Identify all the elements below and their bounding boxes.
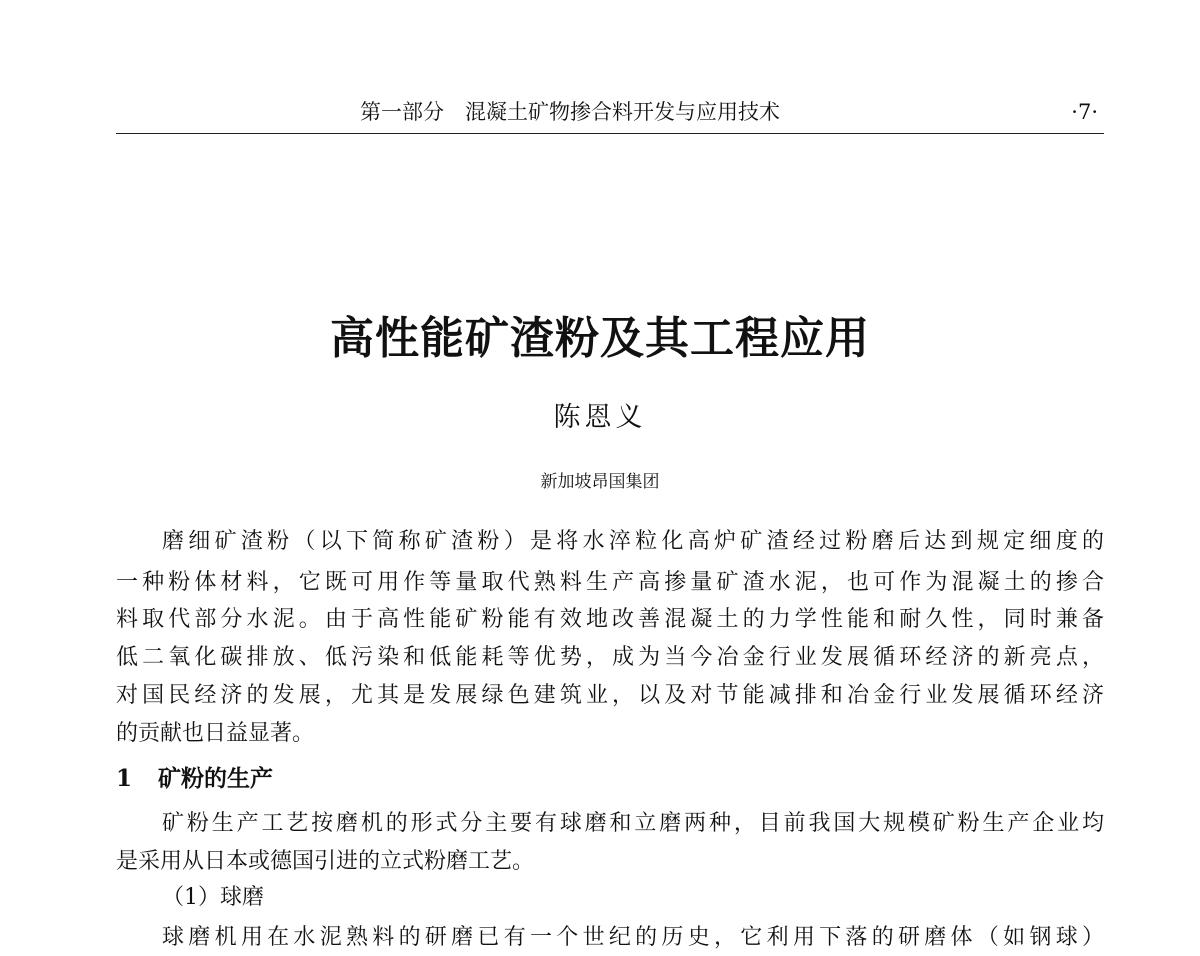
section-line: 矿粉生产工艺按磨机的形式分主要有球磨和立磨两种，目前我国大规模矿粉生产企业均 <box>162 811 1104 836</box>
intro-line: 低二氧化碳排放、低污染和低能耗等优势，成为当今冶金行业发展循环经济的新亮点， <box>116 645 1104 670</box>
section-number: 1 <box>116 765 133 792</box>
intro-line: 对国民经济的发展，尤其是发展绿色建筑业，以及对节能减排和冶金行业发展循环经济 <box>116 683 1104 708</box>
running-header-section: 第一部分 混凝土矿物掺合料开发与应用技术 <box>360 100 780 124</box>
section-heading <box>116 761 273 797</box>
header-rule <box>116 133 1104 134</box>
intro-line: 一种粉体材料，它既可用作等量取代熟料生产高掺量矿渣水泥，也可作为混凝土的掺合 <box>116 570 1104 595</box>
article-title: 高性能矿渣粉及其工程应用 <box>330 313 870 364</box>
page-number: ·7· <box>1071 100 1098 124</box>
author-name: 陈恩义 <box>553 402 647 433</box>
section-title: 矿粉的生产 <box>158 765 273 792</box>
section-line: 是采用从日本或德国引进的立式粉磨工艺。 <box>116 849 535 874</box>
running-header <box>116 96 1104 130</box>
subheading-ball-mill: （1）球磨 <box>162 885 264 910</box>
intro-line: 的贡献也日益显著。 <box>116 721 315 746</box>
intro-line: 料取代部分水泥。由于高性能矿粉能有效地改善混凝土的力学性能和耐久性，同时兼备 <box>116 607 1104 632</box>
author-affiliation: 新加坡昂国集团 <box>540 472 660 492</box>
cut-off-line: 球磨机用在水泥熟料的研磨已有一个世纪的历史，它利用下落的研磨体（如钢球） <box>162 925 1104 950</box>
intro-line: 磨细矿渣粉（以下简称矿渣粉）是将水淬粒化高炉矿渣经过粉磨后达到规定细度的 <box>162 529 1104 554</box>
